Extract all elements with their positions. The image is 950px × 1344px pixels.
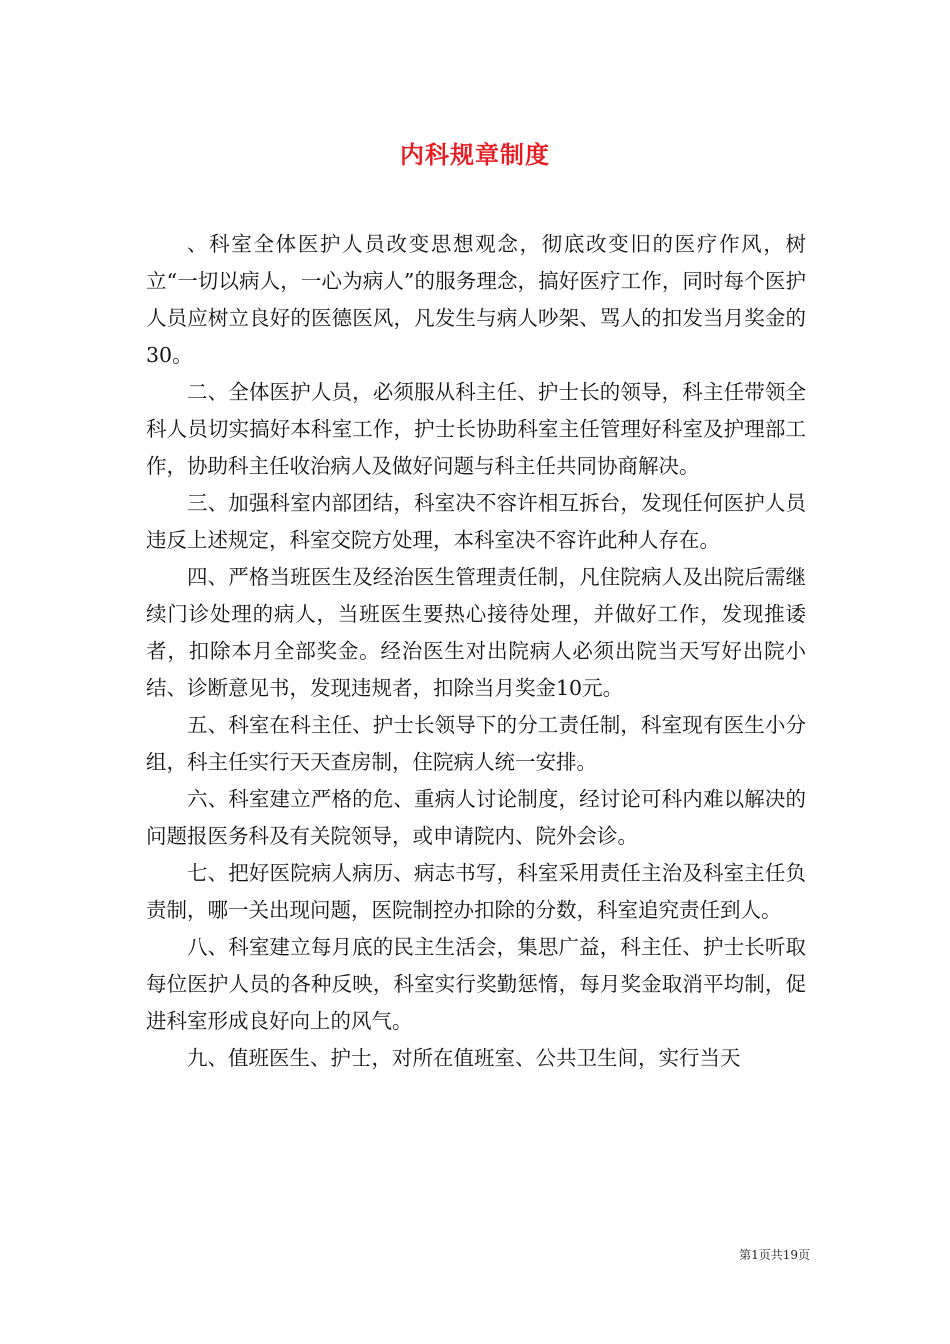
paragraph-2: 二、全体医护人员，必须服从科主任、护士长的领导，科主任带领全科人员切实搞好本科室工作，护士长协助科室主任管理好科室及护理部工作，协助科主任收治病人及做好问题与科主任共同协商解决。 — [146, 380, 806, 478]
document-body — [146, 226, 806, 1077]
paragraph-8: 八、科室建立每月底的民主生活会，集思广益，科主任、护士长听取每位医护人员的各种反映，科室实行奖勤惩惰，每月奖金取消平均制，促进科室形成良好向上的风气。 — [146, 935, 806, 1033]
paragraph-3: 三、加强科室内部团结，科室决不容许相互拆台，发现任何医护人员违反上述规定，科室交院方处理，本科室决不容许此种人存在。 — [146, 491, 806, 552]
document-title: 内科规章制度 — [400, 140, 550, 169]
paragraph-5: 五、科室在科主任、护士长领导下的分工责任制，科室现有医生小分组，科主任实行天天查房制，住院病人统一安排。 — [146, 713, 806, 774]
paragraph-4: 四、严格当班医生及经治医生管理责任制，凡住院病人及出院后需继续门诊处理的病人，当班医生要热心接待处理，并做好工作，发现推诿者，扣除本月全部奖金。经治医生对出院病人必须出院当天写好出院小结、诊断意见书，发现违规者，扣除当月奖金10元。 — [146, 565, 806, 700]
paragraph-7: 七、把好医院病人病历、病志书写，科室采用责任主治及科室主任负责制，哪一关出现问题，医院制控办扣除的分数，科室追究责任到人。 — [146, 861, 806, 922]
paragraph-6: 六、科室建立严格的危、重病人讨论制度，经讨论可科内难以解决的问题报医务科及有关院领导，或申请院内、院外会诊。 — [146, 787, 806, 848]
paragraph-1: 、科室全体医护人员改变思想观念，彻底改变旧的医疗作风，树立“一切以病人，一心为病人”的服务理念，搞好医疗工作，同时每个医护人员应树立良好的医德医风，凡发生与病人吵架、骂人的扣发当月奖金的30。 — [146, 232, 806, 367]
paragraph-9: 九、值班医生、护士，对所在值班室、公共卫生间，实行当天 — [187, 1046, 741, 1070]
page-number: 第1页共19页 — [739, 1248, 810, 1262]
